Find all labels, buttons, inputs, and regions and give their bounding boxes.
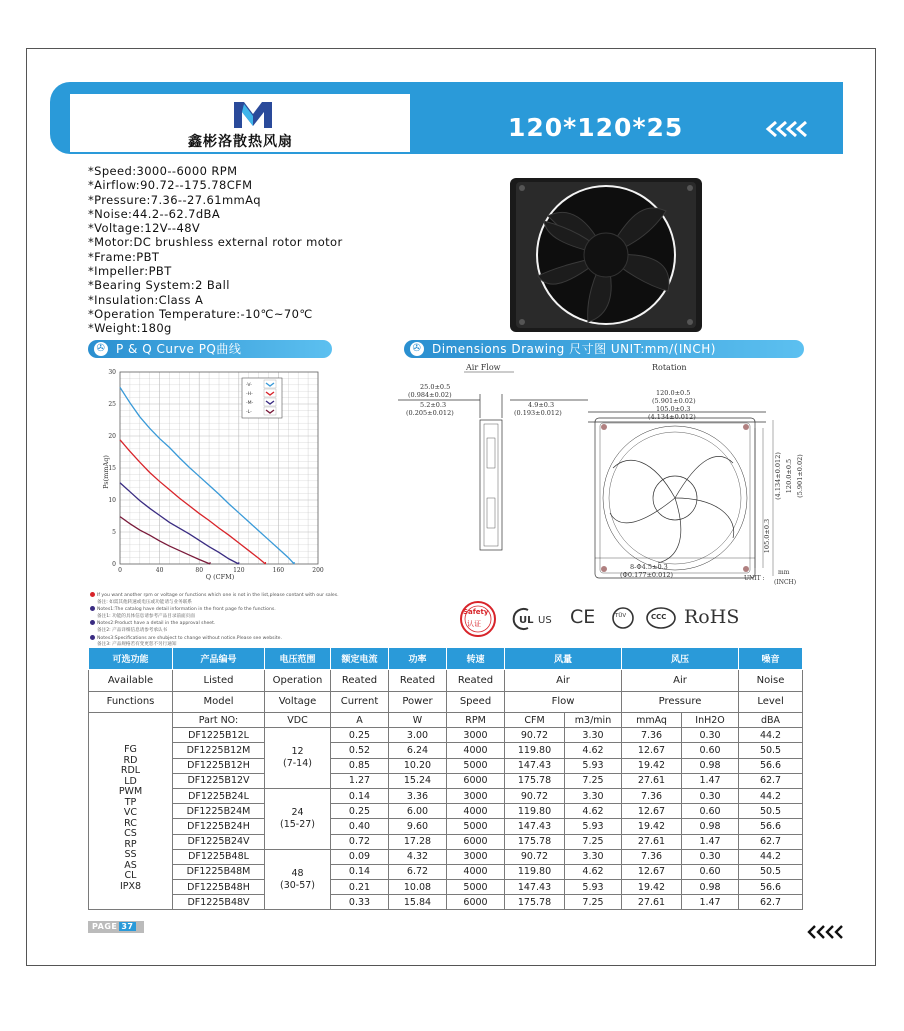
col-header: Pressure [622,691,739,713]
value-cell: 7.36 [622,849,682,864]
value-cell: 7.25 [565,773,622,788]
value-cell: 0.30 [682,849,739,864]
col-header: Available [89,670,173,692]
safety-label: Safety [463,608,489,616]
note-text: 备注3: 产品规格若有变更恕不另行通知 [97,642,177,648]
table-row [89,758,803,773]
value-cell: 90.72 [505,728,565,743]
value-cell: 90.72 [505,849,565,864]
spec-table [88,647,803,910]
note-bullet-icon [90,592,95,597]
col-header: Reated [389,670,447,692]
x-tick-label: 0 [118,567,122,574]
dim-frame: 120.0±0.5 [656,389,691,397]
tuv-label: TÜV [615,613,627,619]
spec-item: *Operation Temperature:-10℃~70℃ [88,306,313,321]
rotation-label: Rotation [652,363,687,372]
value-cell: 1.47 [682,895,739,910]
value-cell: 0.40 [331,819,389,834]
value-cell: 27.61 [622,895,682,910]
dim-hole-spacing-inch: (4.134±0.012) [648,413,696,421]
col-header: Power [389,691,447,713]
dim-flange2: 4.9±0.3 [528,401,555,409]
note-text: Notes3:Specifications are shubject to change without notice.Please see website. [97,635,282,641]
model-cell: DF1225B48L [173,849,265,864]
value-cell: 4.62 [565,743,622,758]
value-cell: 0.14 [331,788,389,803]
dimensions-title: Dimensions Drawing 尺寸图 UNIT:mm/(INCH) [432,342,716,356]
value-cell: 175.78 [505,834,565,849]
note-line [90,614,339,621]
value-cell: 6000 [447,773,505,788]
value-cell: 7.36 [622,728,682,743]
note-text: 备注1: 功能的具体信息请参考产品目录前面页面 [97,613,195,619]
col-header: 电压范围 [265,648,331,670]
page-number: 37 [121,922,134,931]
note-line [90,600,339,607]
unit-cell: m3/min [565,713,622,728]
col-header: 可选功能 [89,648,173,670]
value-cell: 44.2 [739,728,803,743]
note-line [90,620,339,628]
value-cell: 19.42 [622,819,682,834]
ccc-label: CCC [651,613,667,621]
pq-curve-chart [90,362,330,584]
spec-item: *Noise:44.2--62.7dBA [88,206,221,221]
dim-flange: 5.2±0.3 [420,401,447,409]
note-bullet-icon [90,606,95,611]
value-cell: 0.25 [331,728,389,743]
unit-cell: CFM [505,713,565,728]
y-tick-label: 25 [108,401,116,408]
spec-item: *Frame:PBT [88,249,160,264]
note-text: If you want another rpm or voltage or functions which one is not in the list,please contant with our sales. [97,593,339,598]
value-cell: 62.7 [739,895,803,910]
col-header: Reated [447,670,505,692]
dimensions-header [404,340,804,358]
unit-label: UNIT : [744,575,765,582]
spec-list [88,164,343,336]
value-cell: 4000 [447,804,505,819]
value-cell: 27.61 [622,773,682,788]
value-cell: 3.00 [389,728,447,743]
value-cell: 3000 [447,788,505,803]
unit-cell: Part NO: [173,713,265,728]
value-cell: 10.08 [389,880,447,895]
chevrons-left-icon [806,925,846,939]
value-cell: 19.42 [622,758,682,773]
x-tick-label: 80 [195,567,204,574]
model-cell: DF1225B12M [173,743,265,758]
value-cell: 5.93 [565,758,622,773]
spec-item: *Insulation:Class A [88,292,204,307]
value-cell: 1.47 [682,773,739,788]
value-cell: 0.98 [682,880,739,895]
voltage-cell: 48 (30-57) [265,849,331,910]
value-cell: 119.80 [505,864,565,879]
legend-label: -V- [246,383,252,388]
value-cell: 4.62 [565,864,622,879]
value-cell: 4.62 [565,804,622,819]
model-cell: DF1225B12L [173,728,265,743]
model-size-title: 120*120*25 [508,113,684,142]
units-row [89,713,803,728]
spec-item: *Airflow:90.72--175.78CFM [88,178,253,193]
value-cell: 0.25 [331,804,389,819]
note-bullet-icon [90,635,95,640]
table-row [89,819,803,834]
svg-text:UL: UL [519,615,534,626]
value-cell: 1.27 [331,773,389,788]
table-row [89,804,803,819]
value-cell: 147.43 [505,880,565,895]
unit-cell: VDC [265,713,331,728]
value-cell: 50.5 [739,743,803,758]
value-cell: 3000 [447,728,505,743]
model-cell: DF1225B24L [173,788,265,803]
y-tick-label: 30 [108,369,116,376]
dim-holes: 8-Φ4.5±0.3 [630,563,668,571]
x-axis-label: Q (CFM) [205,573,235,581]
value-cell: 3.30 [565,728,622,743]
value-cell: 0.09 [331,849,389,864]
dim-frame-vertical: 120.0±0.5 [785,458,793,494]
spec-item: *Motor:DC brushless external rotor motor [88,235,343,250]
table-row [89,773,803,788]
function-cell-top [89,713,173,728]
note-line [90,628,339,635]
y-tick-label: 15 [108,465,116,472]
table-header-en-2 [89,691,803,713]
value-cell: 0.85 [331,758,389,773]
page-label [88,921,144,933]
chart-legend [242,378,282,418]
y-tick-label: 20 [108,433,116,440]
value-cell: 0.30 [682,728,739,743]
value-cell: 0.52 [331,743,389,758]
value-cell: 6.00 [389,804,447,819]
note-text: 备注2: 产品详细信息请参考承认书 [97,627,168,633]
value-cell: 6.24 [389,743,447,758]
value-cell: 12.67 [622,743,682,758]
model-cell: DF1225B12H [173,758,265,773]
value-cell: 0.30 [682,788,739,803]
col-header: 额定电流 [331,648,389,670]
model-cell: DF1225B12V [173,773,265,788]
ul-us-label: US [538,615,552,626]
value-cell: 3.30 [565,849,622,864]
table-row [89,834,803,849]
table-row [89,788,803,803]
value-cell: 44.2 [739,849,803,864]
y-tick-label: 5 [112,529,116,536]
value-cell: 3.36 [389,788,447,803]
value-cell: 10.20 [389,758,447,773]
value-cell: 5.93 [565,819,622,834]
value-cell: 6000 [447,895,505,910]
value-cell: 15.24 [389,773,447,788]
spec-item: *Voltage:12V--48V [88,221,201,236]
col-header: 转速 [447,648,505,670]
value-cell: 0.98 [682,758,739,773]
spec-item: *Impeller:PBT [88,264,172,279]
dim-frame-inch: (5.901±0.02) [652,397,696,405]
col-header: 风压 [622,648,739,670]
col-header: Model [173,691,265,713]
value-cell: 6.72 [389,864,447,879]
legend-label: -M- [246,401,254,406]
value-cell: 5.93 [565,880,622,895]
x-tick-label: 200 [312,567,324,574]
note-bullet-icon [90,620,95,625]
pq-curve-title: P & Q Curve PQ曲线 [116,342,242,356]
chevrons-left-icon [764,120,810,138]
dim-hole-spacing: 105.0±0.3 [656,405,691,413]
fan-bullet-icon: ✇ [94,342,108,356]
x-tick-label: 160 [272,567,285,574]
dim-flange2-inch: (0.193±0.012) [514,409,562,417]
value-cell: 0.21 [331,880,389,895]
ce-mark: CE [570,606,596,628]
legend-label: -H- [246,392,253,397]
value-cell: 0.60 [682,864,739,879]
dim-flange-inch: (0.205±0.012) [406,409,454,417]
model-cell: DF1225B24V [173,834,265,849]
value-cell: 5000 [447,880,505,895]
value-cell: 0.98 [682,819,739,834]
note-line [90,592,339,600]
dim-width-inch: (0.984±0.02) [408,391,452,399]
value-cell: 175.78 [505,895,565,910]
value-cell: 3000 [447,849,505,864]
value-cell: 4000 [447,743,505,758]
dim-hole-vertical: 105.0±0.3 [763,518,771,554]
col-header: 产品编号 [173,648,265,670]
note-text: Notes1:The catalog have detail information in the front page fo the functions. [97,607,276,613]
unit-cell: InH2O [682,713,739,728]
value-cell: 147.43 [505,758,565,773]
value-cell: 0.60 [682,743,739,758]
col-header: 功率 [389,648,447,670]
ul-certification-icon [510,606,540,632]
value-cell: 7.25 [565,895,622,910]
company-name: 鑫彬洛散热风扇 [188,134,293,150]
dimensions-drawing [398,358,806,588]
table-header-cn [89,648,803,670]
value-cell: 3.30 [565,788,622,803]
y-tick-label: 10 [108,497,116,504]
value-cell: 5000 [447,758,505,773]
col-header: 噪音 [739,648,803,670]
value-cell: 62.7 [739,834,803,849]
functions-cell: FG RD RDL LD PWM TP VC RC CS RP SS AS CL IPX8 [89,728,173,910]
value-cell: 90.72 [505,788,565,803]
col-header: Flow [505,691,622,713]
value-cell: 0.33 [331,895,389,910]
legend-label: -L- [246,410,252,415]
model-cell: DF1225B48V [173,895,265,910]
value-cell: 56.6 [739,880,803,895]
unit-cell: RPM [447,713,505,728]
value-cell: 4.32 [389,849,447,864]
voltage-cell: 12 (7-14) [265,728,331,789]
fan-product-image [508,176,704,334]
value-cell: 62.7 [739,773,803,788]
table-row [89,895,803,910]
table-header-en-1 [89,670,803,692]
value-cell: 0.60 [682,804,739,819]
value-cell: 12.67 [622,804,682,819]
table-row [89,864,803,879]
air-flow-label: Air Flow [466,363,501,372]
company-logo-icon [232,98,274,130]
value-cell: 50.5 [739,804,803,819]
value-cell: 9.60 [389,819,447,834]
safety-cn-label: 认证 [467,620,481,628]
model-cell: DF1225B24M [173,804,265,819]
value-cell: 4000 [447,864,505,879]
value-cell: 7.25 [565,834,622,849]
col-header: Air [622,670,739,692]
value-cell: 0.72 [331,834,389,849]
unit-cell: dBA [739,713,803,728]
col-header: Operation [265,670,331,692]
col-header: Reated [331,670,389,692]
pq-curve-header [88,340,332,358]
model-cell: DF1225B48M [173,864,265,879]
value-cell: 7.36 [622,788,682,803]
value-cell: 119.80 [505,804,565,819]
value-cell: 44.2 [739,788,803,803]
y-tick-label: 0 [112,561,116,568]
dim-hole-vertical-inch: (4.134±0.012) [774,452,782,500]
col-header: Listed [173,670,265,692]
unit-mm: mm [778,569,790,576]
col-header: Speed [447,691,505,713]
spec-item: *Weight:180g [88,321,172,336]
value-cell: 15.84 [389,895,447,910]
table-row [89,728,803,743]
spec-item: *Speed:3000--6000 RPM [88,164,238,178]
voltage-cell: 24 (15-27) [265,788,331,849]
note-line [90,606,339,614]
col-header: 风量 [505,648,622,670]
dim-holes-inch: (Φ0.177±0.012) [620,571,674,579]
unit-cell: A [331,713,389,728]
table-row [89,743,803,758]
note-text: 备注: 如需其他转速或电压或功能请与业务联系 [97,599,192,605]
spec-item: *Bearing System:2 Ball [88,278,230,293]
x-tick-label: 40 [155,567,164,574]
value-cell: 56.6 [739,819,803,834]
rohs-label: RoHS [684,606,740,628]
value-cell: 17.28 [389,834,447,849]
value-cell: 27.61 [622,834,682,849]
dim-width: 25.0±0.5 [420,383,451,391]
value-cell: 12.67 [622,864,682,879]
notes-block [90,592,339,649]
value-cell: 1.47 [682,834,739,849]
value-cell: 56.6 [739,758,803,773]
series-line-3 [120,517,210,564]
col-header: Functions [89,691,173,713]
note-text: Notes2:Product have a detail in the approval sheet. [97,621,216,627]
value-cell: 0.14 [331,864,389,879]
table-row [89,849,803,864]
value-cell: 147.43 [505,819,565,834]
certifications [452,598,758,642]
value-cell: 50.5 [739,864,803,879]
fan-bullet-icon: ✇ [410,342,424,356]
unit-cell: W [389,713,447,728]
table-row [89,880,803,895]
x-tick-label: 120 [233,567,245,574]
col-header: Noise [739,670,803,692]
unit-inch: (INCH) [774,579,797,586]
value-cell: 6000 [447,834,505,849]
spec-item: *Pressure:7.36--27.61mmAq [88,192,261,207]
unit-cell: mmAq [622,713,682,728]
y-axis-label: Ps(mmAq) [102,455,110,489]
col-header: Current [331,691,389,713]
model-cell: DF1225B24H [173,819,265,834]
value-cell: 19.42 [622,880,682,895]
dim-frame-vertical-inch: (5.901±0.02) [796,454,804,498]
value-cell: 119.80 [505,743,565,758]
page-word: PAGE [92,922,118,931]
model-cell: DF1225B48H [173,880,265,895]
col-header: Level [739,691,803,713]
value-cell: 175.78 [505,773,565,788]
value-cell: 5000 [447,819,505,834]
col-header: Voltage [265,691,331,713]
col-header: Air [505,670,622,692]
